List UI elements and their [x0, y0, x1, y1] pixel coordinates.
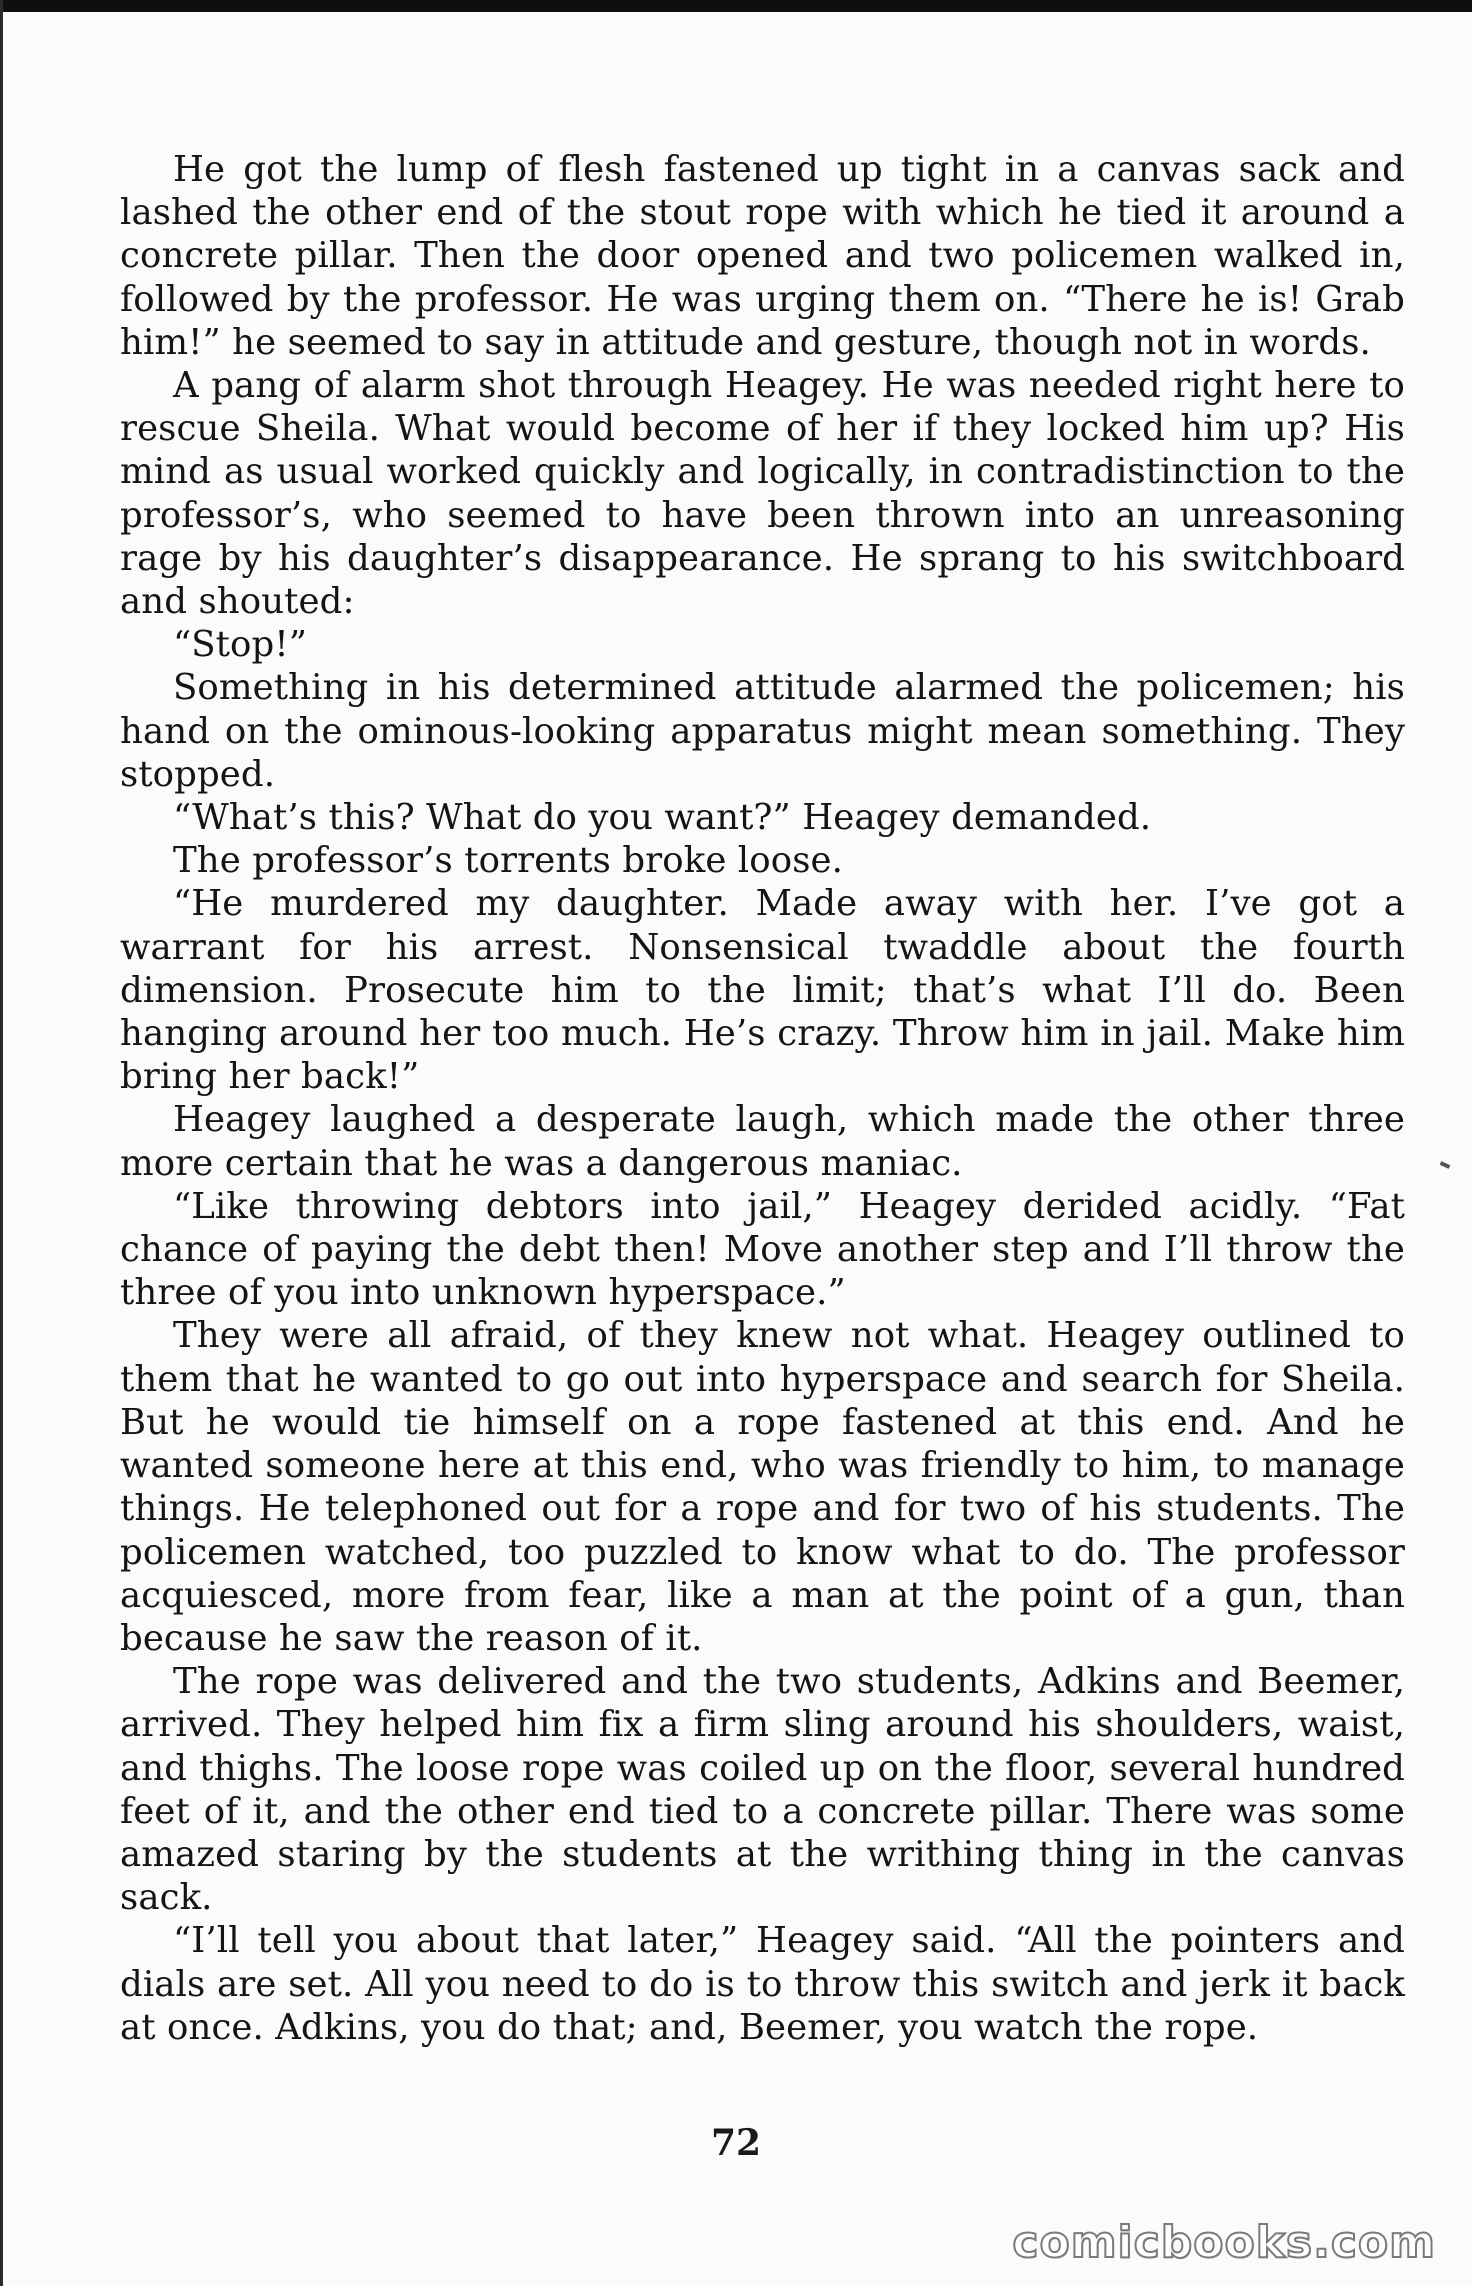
paragraph: They were all afraid, of they knew not what. Heagey outlined to them that he wanted to go out into hyperspace and search for Sheila. But he would tie himself on a rope fastened at this end. And he wanted someone here at this end, who was friendly to him, to manage things. He telephoned out for a rope and for two of his students. The policemen watched, too puzzled to know what to do. The professor acquiesced, more from fear, like a man at the point of a gun, than because he saw the reason of it.: [120, 1315, 1405, 1659]
paragraph: The rope was delivered and the two students, Adkins and Beemer, arrived. They helped him fix a firm sling around his shoulders, waist, and thighs. The loose rope was coiled up on the floor, several hundred feet of it, and the other end tied to a concrete pillar. There was some amazed staring by the students at the writhing thing in the canvas sack.: [120, 1661, 1405, 1919]
paragraph: The professor’s torrents broke loose.: [173, 840, 844, 882]
top-border-rule: [0, 0, 1472, 12]
page-number: 72: [710, 2122, 762, 2164]
paragraph: He got the lump of flesh fastened up tight in a canvas sack and lashed the other end of the stout rope with which he tied it around a concrete pillar. Then the door opened and two policemen walked in, followed by the professor. He was urging them on. “There he is! Grab him!” he seemed to say in attitude and gesture, though not in words.: [120, 149, 1405, 363]
margin-speck: [1440, 1161, 1451, 1169]
paragraph: “Stop!”: [173, 624, 307, 666]
paragraph: Heagey laughed a desperate laugh, which made the other three more certain that he was a dangerous maniac.: [120, 1099, 1405, 1184]
paragraph: A pang of alarm shot through Heagey. He was needed right here to rescue Sheila. What would become of her if they locked him up? His mind as usual worked quickly and logically, in contradistinction to the professor’s, who seemed to have been thrown into an unreasoning rage by his daughter’s disappearance. He sprang to his switchboard and shouted:: [120, 365, 1405, 623]
paragraph: Something in his determined attitude alarmed the policemen; his hand on the ominous-looking apparatus might mean something. They stopped.: [120, 667, 1405, 795]
paragraph: “He murdered my daughter. Made away with her. I’ve got a warrant for his arrest. Nonsensical twaddle about the fourth dimension. Prosecute him to the limit; that’s what I’ll do. Been hanging around her too much. He’s crazy. Throw him in jail. Make him bring her back!”: [120, 883, 1405, 1098]
left-page-edge: [0, 0, 3, 2286]
paragraph: “Like throwing debtors into jail,” Heagey derided acidly. “Fat chance of paying the debt then! Move another step and I’ll throw the three of you into unknown hyperspace.”: [120, 1185, 1405, 1314]
page-body-text: [120, 148, 1405, 2049]
site-watermark: comicbooks.com: [1012, 2217, 1436, 2268]
paragraph: “What’s this? What do you want?” Heagey demanded.: [173, 797, 1152, 839]
paragraph: “I’ll tell you about that later,” Heagey said. “All the pointers and dials are set. All you need to do is to throw this switch and jerk it back at once. Adkins, you do that; and, Beemer, you watch the rope.: [120, 1920, 1405, 2048]
